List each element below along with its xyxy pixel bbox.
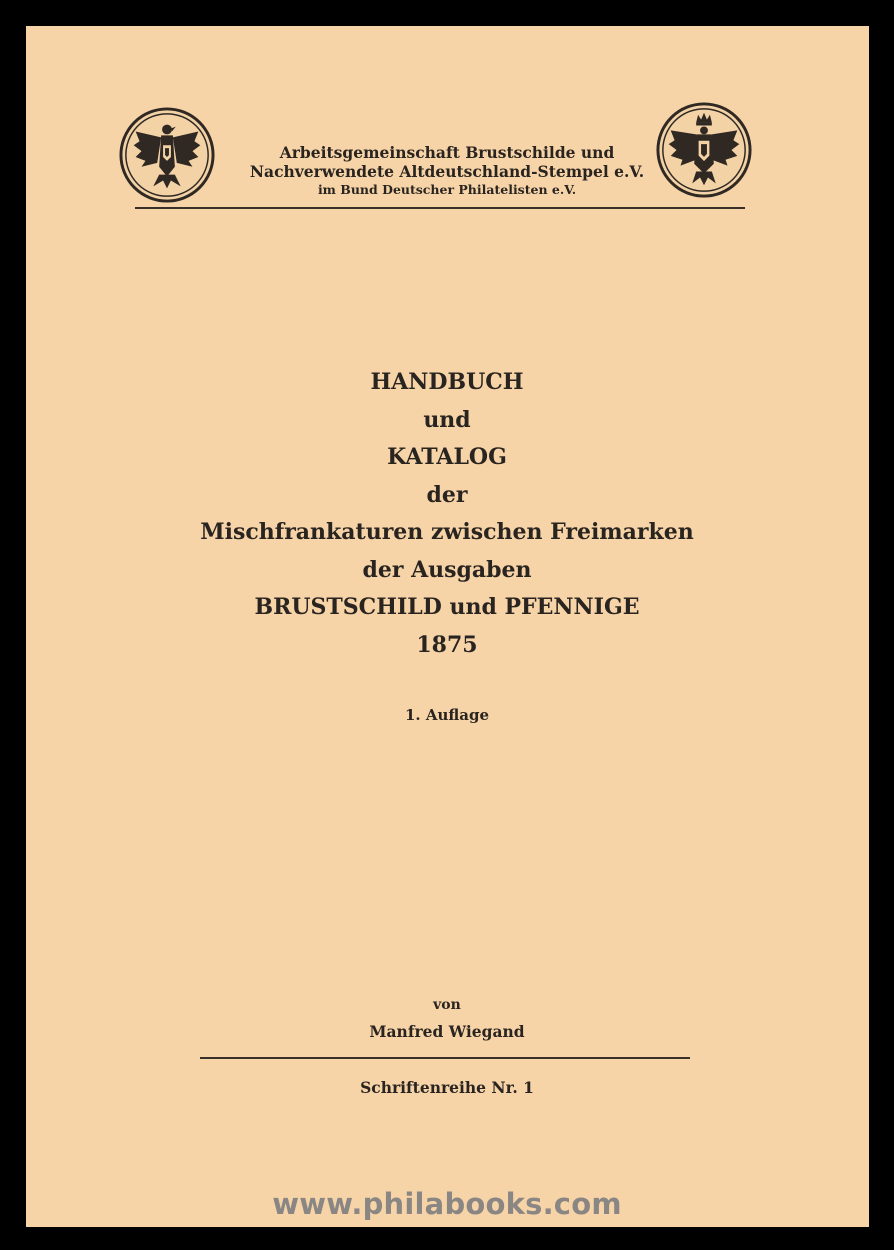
watermark-url: www.philabooks.com [272, 1187, 622, 1221]
title-line: der Ausgaben [362, 556, 532, 583]
title-line: BRUSTSCHILD und PFENNIGE [254, 594, 640, 620]
header-divider [135, 207, 745, 209]
title-line: der [426, 481, 468, 508]
author-divider [200, 1057, 690, 1059]
edition-label: 1. Auflage [404, 706, 490, 724]
title-line: 1875 [416, 631, 478, 658]
series-label: Schriftenreihe Nr. 1 [360, 1078, 534, 1097]
book-title [0, 364, 894, 664]
author-name: Manfred Wiegand [369, 1022, 525, 1041]
publisher-line-1: Arbeitsgemeinschaft Brustschilde und [279, 143, 615, 162]
publisher-line-2: Nachverwendete Altdeutschland-Stempel e.V. [249, 162, 645, 181]
title-line: und [423, 406, 471, 433]
publisher-header [0, 143, 894, 198]
title-line: HANDBUCH [370, 369, 524, 395]
byline-von: von [433, 997, 461, 1013]
publisher-line-3: im Bund Deutscher Philatelisten e.V. [317, 182, 577, 197]
title-line: Mischfrankaturen zwischen Freimarken [200, 519, 694, 545]
title-line: KATALOG [387, 444, 507, 470]
